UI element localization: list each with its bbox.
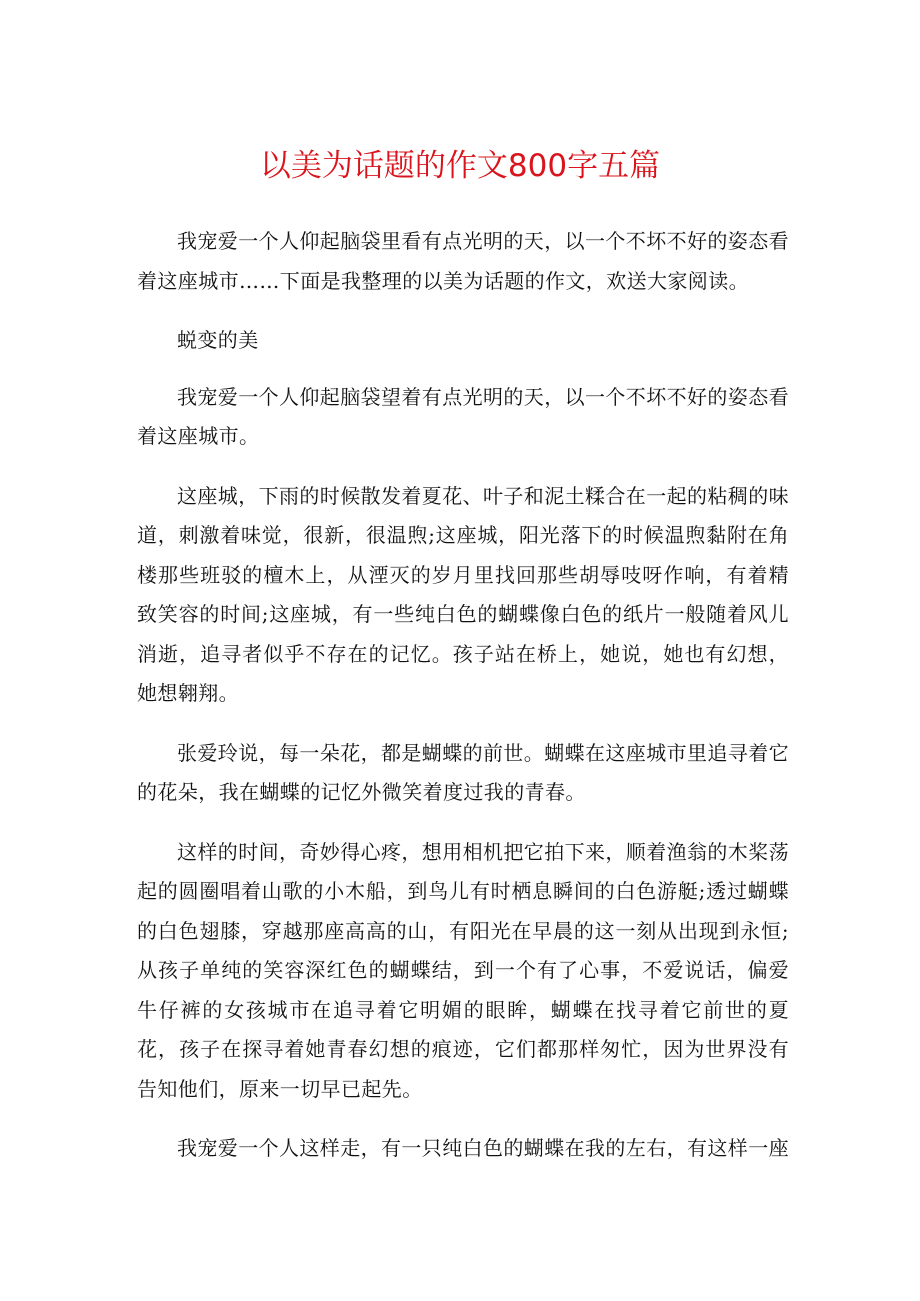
body-paragraph: 我宠爱一个人这样走，有一只纯白色的蝴蝶在我的左右，有这样一座 <box>177 1136 789 1160</box>
document-body <box>137 222 789 1189</box>
intro-paragraph: 我宠爱一个人仰起脑袋里看有点光明的天，以一个不坏不好的姿态看着这座城市……下面是我整理的以美为话题的作文，欢送大家阅读。 <box>137 229 789 293</box>
document-title: 以美为话题的作文800字五篇 <box>259 148 661 184</box>
body-paragraph: 我宠爱一个人仰起脑袋望着有点光明的天，以一个不坏不好的姿态看着这座城市。 <box>137 384 789 448</box>
body-paragraph: 这座城，下雨的时候散发着夏花、叶子和泥土糅合在一起的粘稠的味道，刺激着味觉，很新，很温煦;这座城，阳光落下的时候温煦黏附在角楼那些班驳的檀木上，从湮灭的岁月里找回那些胡辱吱呀作响，有着精致笑容的时间;这座城，有一些纯白色的蝴蝶像白色的纸片一般随着风儿消逝，追寻者似乎不存在的记忆。孩子站在桥上，她说，她也有幻想，她想翱翔。 <box>137 483 789 705</box>
section-heading: 蜕变的美 <box>177 328 259 352</box>
body-paragraph: 这样的时间，奇妙得心疼，想用相机把它拍下来，顺着渔翁的木桨荡起的圆圈唱着山歌的小木船，到鸟儿有时栖息瞬间的白色游艇;透过蝴蝶的白色翅膝，穿越那座高高的山，有阳光在早晨的这一刻从出现到永恒;从孩子单纯的笑容深红色的蝴蝶结，到一个有了心事，不爱说话，偏爱牛仔裤的女孩城市在追寻着它明媚的眼眸，蝴蝶在找寻着它前世的夏花，孩子在探寻着她青春幻想的痕迹，它们都那样匆忙，因为世界没有告知他们，原来一切早已起先。 <box>137 839 789 1101</box>
body-paragraph: 张爱玲说，每一朵花，都是蝴蝶的前世。蝴蝶在这座城市里追寻着它的花朵，我在蝴蝶的记忆外微笑着度过我的青春。 <box>137 740 789 804</box>
